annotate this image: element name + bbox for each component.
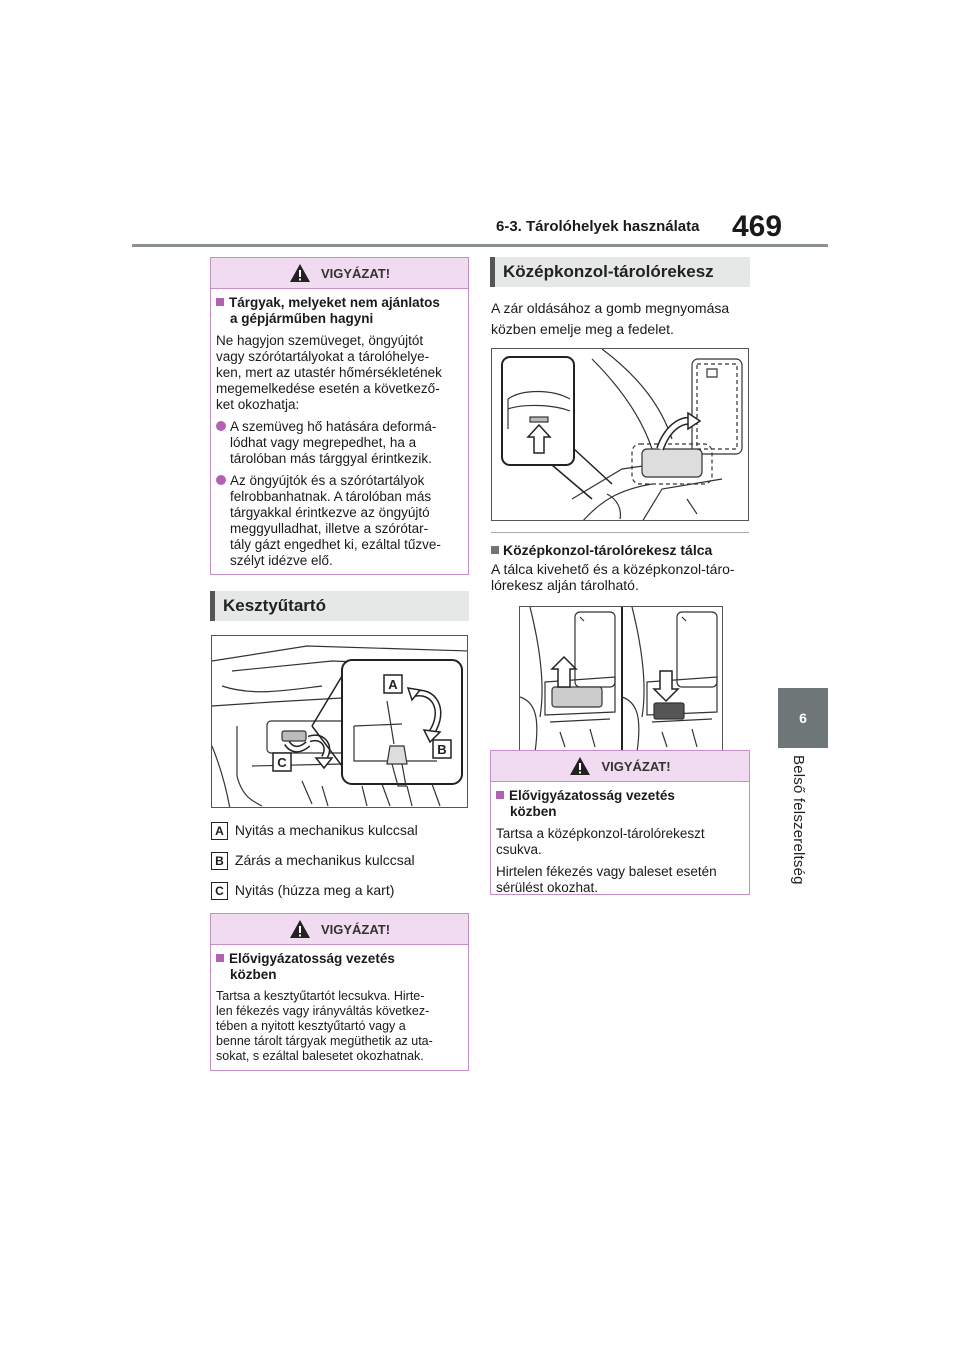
warning-title: VIGYÁZAT! — [320, 265, 391, 281]
svg-text:A: A — [388, 677, 398, 692]
section-heading-console: Középkonzol-tárolórekesz — [490, 257, 750, 287]
svg-text:C: C — [277, 755, 287, 770]
chapter-number: 6 — [799, 710, 807, 726]
tray-text: A tálca kivehető és a középkonzol-táro- lórekesz alján tárolható. — [491, 561, 735, 593]
square-bullet-icon — [216, 954, 224, 962]
tray-illustration — [519, 606, 723, 751]
tray-heading: Középkonzol-tárolórekesz tálca — [491, 542, 712, 558]
warning-bullet-lighters: Az öngyújtók és a szórótartályok felrobbanhatnak. A tárolóban más tárgyakkal érintkezve az öngyújtó meggyulladhat, illetve a szórótar- tály gázt engedhet ki, ezáltal tűzve- szélyt idézve elő. — [216, 473, 463, 569]
warning-box-items — [210, 257, 469, 575]
warning-heading: Elővigyázatosság vezetés közben — [216, 951, 463, 983]
header-rule — [132, 244, 828, 247]
callout-label-a: A — [211, 822, 228, 840]
warning-heading: Tárgyak, melyeket nem ajánlatos a gépjárműben hagyni — [216, 295, 463, 327]
square-bullet-icon — [216, 298, 224, 306]
warning-header — [211, 258, 468, 289]
square-bullet-icon — [491, 546, 499, 554]
svg-text:B: B — [437, 742, 447, 757]
warning-heading: Elővigyázatosság vezetés közben — [496, 788, 744, 820]
warning-icon — [289, 919, 311, 939]
warning-box-console — [490, 750, 750, 895]
chapter-label: Belső felszereltség — [790, 755, 807, 885]
legend-item-a: A Nyitás a mechanikus kulccsal — [211, 821, 418, 840]
warning-icon — [289, 263, 311, 283]
console-illustration — [491, 348, 749, 521]
round-bullet-icon — [216, 421, 226, 431]
warning-title: VIGYÁZAT! — [320, 921, 391, 937]
warning-paragraph-1: Tartsa a középkonzol-tárolórekeszt csukva. — [496, 826, 705, 857]
page-number: 469 — [732, 210, 783, 243]
warning-title: VIGYÁZAT! — [601, 758, 671, 774]
console-instruction: A zár oldásához a gomb megnyomása közben emelje meg a fedelet. — [491, 300, 730, 337]
warning-box-glovebox — [210, 913, 469, 1071]
glovebox-illustration — [211, 635, 468, 808]
legend-item-b: B Zárás a mechanikus kulccsal — [211, 851, 415, 870]
round-bullet-icon — [216, 475, 226, 485]
warning-paragraph: Tartsa a kesztyűtartót lecsukva. Hirte- len fékezés vagy irányváltás következ- tében a nyitott kesztyűtartó vagy a benne tárolt tárgyak megüthetik az uta- sokat, s ezáltal balesetet okozhatnak. — [216, 989, 433, 1063]
section-divider — [491, 532, 749, 533]
chapter-tab[interactable] — [778, 688, 828, 748]
callout-label-c: C — [211, 882, 228, 900]
legend-item-c: C Nyitás (húzza meg a kart) — [211, 881, 394, 900]
warning-paragraph-2: Hirtelen fékezés vagy baleset esetén sérülést okozhat. — [496, 864, 717, 895]
callout-label-b: B — [211, 852, 228, 870]
square-bullet-icon — [496, 791, 504, 799]
warning-header — [491, 751, 749, 782]
warning-icon — [569, 756, 591, 776]
section-heading-glovebox: Kesztyűtartó — [210, 591, 469, 621]
warning-header — [211, 914, 468, 945]
section-title: 6-3. Tárolóhelyek használata — [496, 218, 700, 235]
warning-bullet-glasses: A szemüveg hő hatására deformá- lódhat vagy megrepedhet, ha a tárolóban más tárggyal érintkezik. — [216, 419, 463, 467]
warning-paragraph: Ne hagyjon szemüveget, öngyújtót vagy szórótartályokat a tárolóhelye- ken, mert az utastér hőmérsékletének megemelkedése esetén a következő- ket okozhatja: — [216, 333, 442, 412]
